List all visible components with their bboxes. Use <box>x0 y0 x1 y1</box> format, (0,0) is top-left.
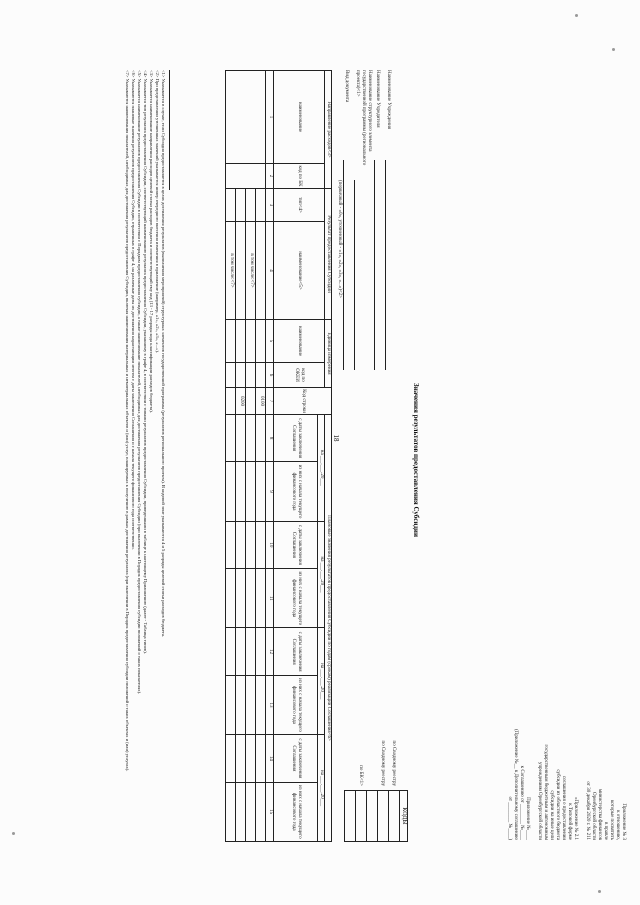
form-line: к Типовой форме <box>567 803 572 840</box>
field-founder-line <box>374 160 381 370</box>
cell <box>246 462 256 521</box>
cell <box>236 222 246 320</box>
cell <box>246 363 256 388</box>
col-number: 13 <box>266 675 274 734</box>
footnote: <2> При представлении уточненных значений указывается номер очередного внесения изменения в приложение (например, «1», «2», «3», «...»). <box>155 70 161 354</box>
cell <box>226 363 236 388</box>
footnote: <5> Указывается наименование результатов предоставления Субсидии в соответствии с Порядком предоставления субсидии, а также наименование показателей, необходимых для достижения результатов предоставления Субсидии (при включении в Порядок предоставления субсидии положений о таких показателях). <box>137 70 143 695</box>
cell <box>226 462 236 521</box>
th-unit-name: наименование <box>274 320 325 363</box>
code-label: по Сводному реестру <box>391 740 396 786</box>
field-founder: Наименование Учредителя <box>375 70 380 128</box>
col-number: 11 <box>266 569 274 628</box>
cell <box>226 164 266 189</box>
col-number: 14 <box>266 735 274 782</box>
code-cell <box>356 791 367 842</box>
document-title: Значения результатов предоставления Субсидии <box>412 383 420 537</box>
form-line: учреждениям Оренбургской области <box>537 762 542 840</box>
col-number: 15 <box>266 782 274 841</box>
row-code <box>246 388 256 415</box>
field-program-line <box>354 180 361 370</box>
col-number: 12 <box>266 628 274 675</box>
th-period: на ___.___.20___ <box>318 521 325 628</box>
annex-number: Приложение №____ <box>525 797 530 840</box>
code-label: по Сводному реестру <box>380 740 385 786</box>
cell <box>246 735 256 782</box>
annex-agreement: к Соглашению от ________ №____ <box>519 765 524 840</box>
cell <box>226 521 236 568</box>
col-number: 2 <box>266 164 274 189</box>
row-code: 0200 <box>236 388 246 415</box>
cell <box>226 675 236 734</box>
table-row <box>256 71 266 842</box>
cell <box>236 415 246 462</box>
th-result-name: наименование<5> <box>274 222 325 320</box>
cell: в том числе:<7> <box>226 222 236 320</box>
codes-labels <box>352 720 396 786</box>
appendix-header <box>506 690 626 840</box>
col-number: 4 <box>266 222 274 320</box>
cell <box>256 363 266 388</box>
th-from-date: с даты заключения Соглашения <box>274 415 318 462</box>
th-period: на ___.___.20___ <box>318 415 325 522</box>
cell <box>256 415 266 462</box>
code-cell <box>389 791 400 842</box>
th-name: наименование <box>274 71 325 164</box>
form-fields <box>336 70 396 370</box>
col-number: 10 <box>266 521 274 568</box>
code-label: по БК<1> <box>358 765 363 786</box>
doc-type-hint: (первичный - «0», уточненный - «1», «2», «3», «...»)<2> <box>337 180 342 298</box>
appendix-line: которые посвятить <box>609 800 614 840</box>
footnote-rule <box>169 70 170 190</box>
th-from-date: с даты заключения Соглашения <box>274 521 318 568</box>
cell <box>236 363 246 388</box>
cell <box>236 782 246 841</box>
cell <box>256 628 266 675</box>
th-of-them: из них с начала текущего финансового года <box>274 782 318 841</box>
form-line: субсидии на иные цели <box>549 790 554 840</box>
th-from-date: с даты заключения Соглашения <box>274 628 318 675</box>
cell <box>256 462 266 521</box>
cell <box>246 320 256 363</box>
cell <box>256 735 266 782</box>
th-result: Результат предоставления Субсидии <box>325 189 332 320</box>
col-number: 3 <box>266 189 274 222</box>
form-line: государственным бюджетным и автономным <box>543 744 548 840</box>
col-number: 8 <box>266 415 274 462</box>
field-doc-type-line <box>343 160 350 370</box>
cell <box>246 415 256 462</box>
th-okei: код по ОКЕИ <box>274 363 325 388</box>
footnote: <3> Указывается наименование направления расходов целевой статьи расходов бюджета и соответствующий ему код (13 - 17 разряды кода классификации расходов бюджета). <box>149 70 155 413</box>
cell <box>256 320 266 363</box>
field-program-element: Наименование структурного элемента государственной программы (регионального проекта)<1> <box>355 70 372 166</box>
cell <box>256 189 266 222</box>
codes-table <box>344 790 408 842</box>
cell <box>236 462 246 521</box>
cell <box>256 521 266 568</box>
th-of-them: из них с начала текущего финансового года <box>274 462 318 521</box>
cell <box>256 222 266 320</box>
cell <box>246 628 256 675</box>
col-number: 1 <box>266 71 274 164</box>
footnote: <1> Указывается в случае, если Субсидия предоставляется в целях достижения результатов (выполнения мероприятий) структурных элементов государственной программы (результатов регионального проекта). В кодовой зоне указываются 4 и 5 разряды целевой статьи расходов бюджета. <box>161 70 166 638</box>
th-row-code: Код строки <box>274 388 332 415</box>
cell <box>246 521 256 568</box>
appendix-line: Приложение № 3 <box>621 803 626 840</box>
col-number: 6 <box>266 363 274 388</box>
cell <box>236 735 246 782</box>
code-cell <box>378 791 389 842</box>
form-line: соглашения о предоставлении <box>561 775 566 840</box>
cell <box>226 71 266 164</box>
cell <box>236 521 246 568</box>
codes-header: КОДЫ <box>400 791 408 842</box>
cell <box>236 569 246 628</box>
appendix-line: к отношению, <box>615 810 620 840</box>
annex-supplementary: (Приложение №__ к Дополнительному соглашению <box>513 729 518 840</box>
appendix-line: Оренбургской области <box>591 792 596 840</box>
th-of-them: из них с начала текущего финансового года <box>274 675 318 734</box>
cell <box>246 189 256 222</box>
cell <box>246 782 256 841</box>
cell <box>256 782 266 841</box>
footnote: <7> Указываются наименования показателей, необходимых для достижения результатов предоставления Субсидии, включая наименования материальных и нематериальных объектов и (или) услуг, планируемых к получению в рамках достижения результата (при включении в Порядок предоставления субсидии положений о таких объектах и (или) услугах). <box>125 70 131 772</box>
cell <box>226 628 236 675</box>
form-line: субсидии из областного бюджета <box>555 769 560 840</box>
field-doc-type: Вид документа <box>344 70 349 103</box>
cell <box>256 569 266 628</box>
footnotes <box>124 70 170 842</box>
cell <box>246 569 256 628</box>
code-cell <box>345 791 356 842</box>
th-from-date: с даты заключения Соглашения <box>274 735 318 782</box>
cell <box>226 735 236 782</box>
col-number: 7 <box>266 388 274 415</box>
th-expenses: Направление расходов<3> <box>325 71 332 189</box>
cell <box>226 415 236 462</box>
cell <box>246 675 256 734</box>
cell <box>226 189 236 222</box>
th-unit: Единица измерения <box>325 320 332 388</box>
results-table <box>226 70 333 842</box>
th-period: на ___.___.20___ <box>318 628 325 735</box>
cell <box>226 782 236 841</box>
code-label <box>363 720 374 786</box>
appendix-line: от 30 декабря 2020 г. № 211 <box>585 781 590 840</box>
th-of-them: из них с начала текущего финансового года <box>274 569 318 628</box>
field-institution: Наименование Учреждения <box>386 70 391 130</box>
cell <box>226 569 236 628</box>
cell <box>226 320 236 363</box>
field-institution-line <box>385 160 392 370</box>
annex-supplementary-date: от ________ №____) <box>507 796 512 840</box>
cell <box>256 675 266 734</box>
cell <box>236 189 246 222</box>
th-period: на ___.___.20___ <box>318 735 325 842</box>
cell <box>236 675 246 734</box>
cell <box>236 320 246 363</box>
col-number: 5 <box>266 320 274 363</box>
footnote: <6> Указываются плановые значения результатов предоставления Субсидии, отраженных в графе 4, на различные даты их достижения нарастающим итогом с даты заключения Соглашения и с начала текущего финансового года соответственно. <box>131 70 137 550</box>
th-plan: Плановые значения результатов предоставления Субсидии по годам (срокам) реализации Соглашения<6> <box>325 415 332 842</box>
appendix-line: в правле <box>603 821 608 840</box>
cell: в том числе:<7> <box>246 222 256 320</box>
col-number: 9 <box>266 462 274 521</box>
form-line: «Приложение № 2.1 <box>573 797 578 840</box>
appendix-line: министерства финансов <box>597 788 602 840</box>
footnote: <4> Указывается тип результата предоставления Субсидии, соответствующий наименованию результата предоставления Субсидии, указанному в графе 4, в соответствии с типами результатов предоставления Субсидии, приведенными в таблице к настоящему Приложению (далее - Таблица типов). <box>143 70 149 654</box>
th-type: тип<4> <box>274 189 325 222</box>
page-number: 18 <box>332 434 340 442</box>
code-cell <box>367 791 378 842</box>
th-code-bk: код по БК <box>274 164 325 189</box>
row-code <box>226 388 236 415</box>
row-code: 0100 <box>256 388 266 415</box>
cell <box>236 628 246 675</box>
